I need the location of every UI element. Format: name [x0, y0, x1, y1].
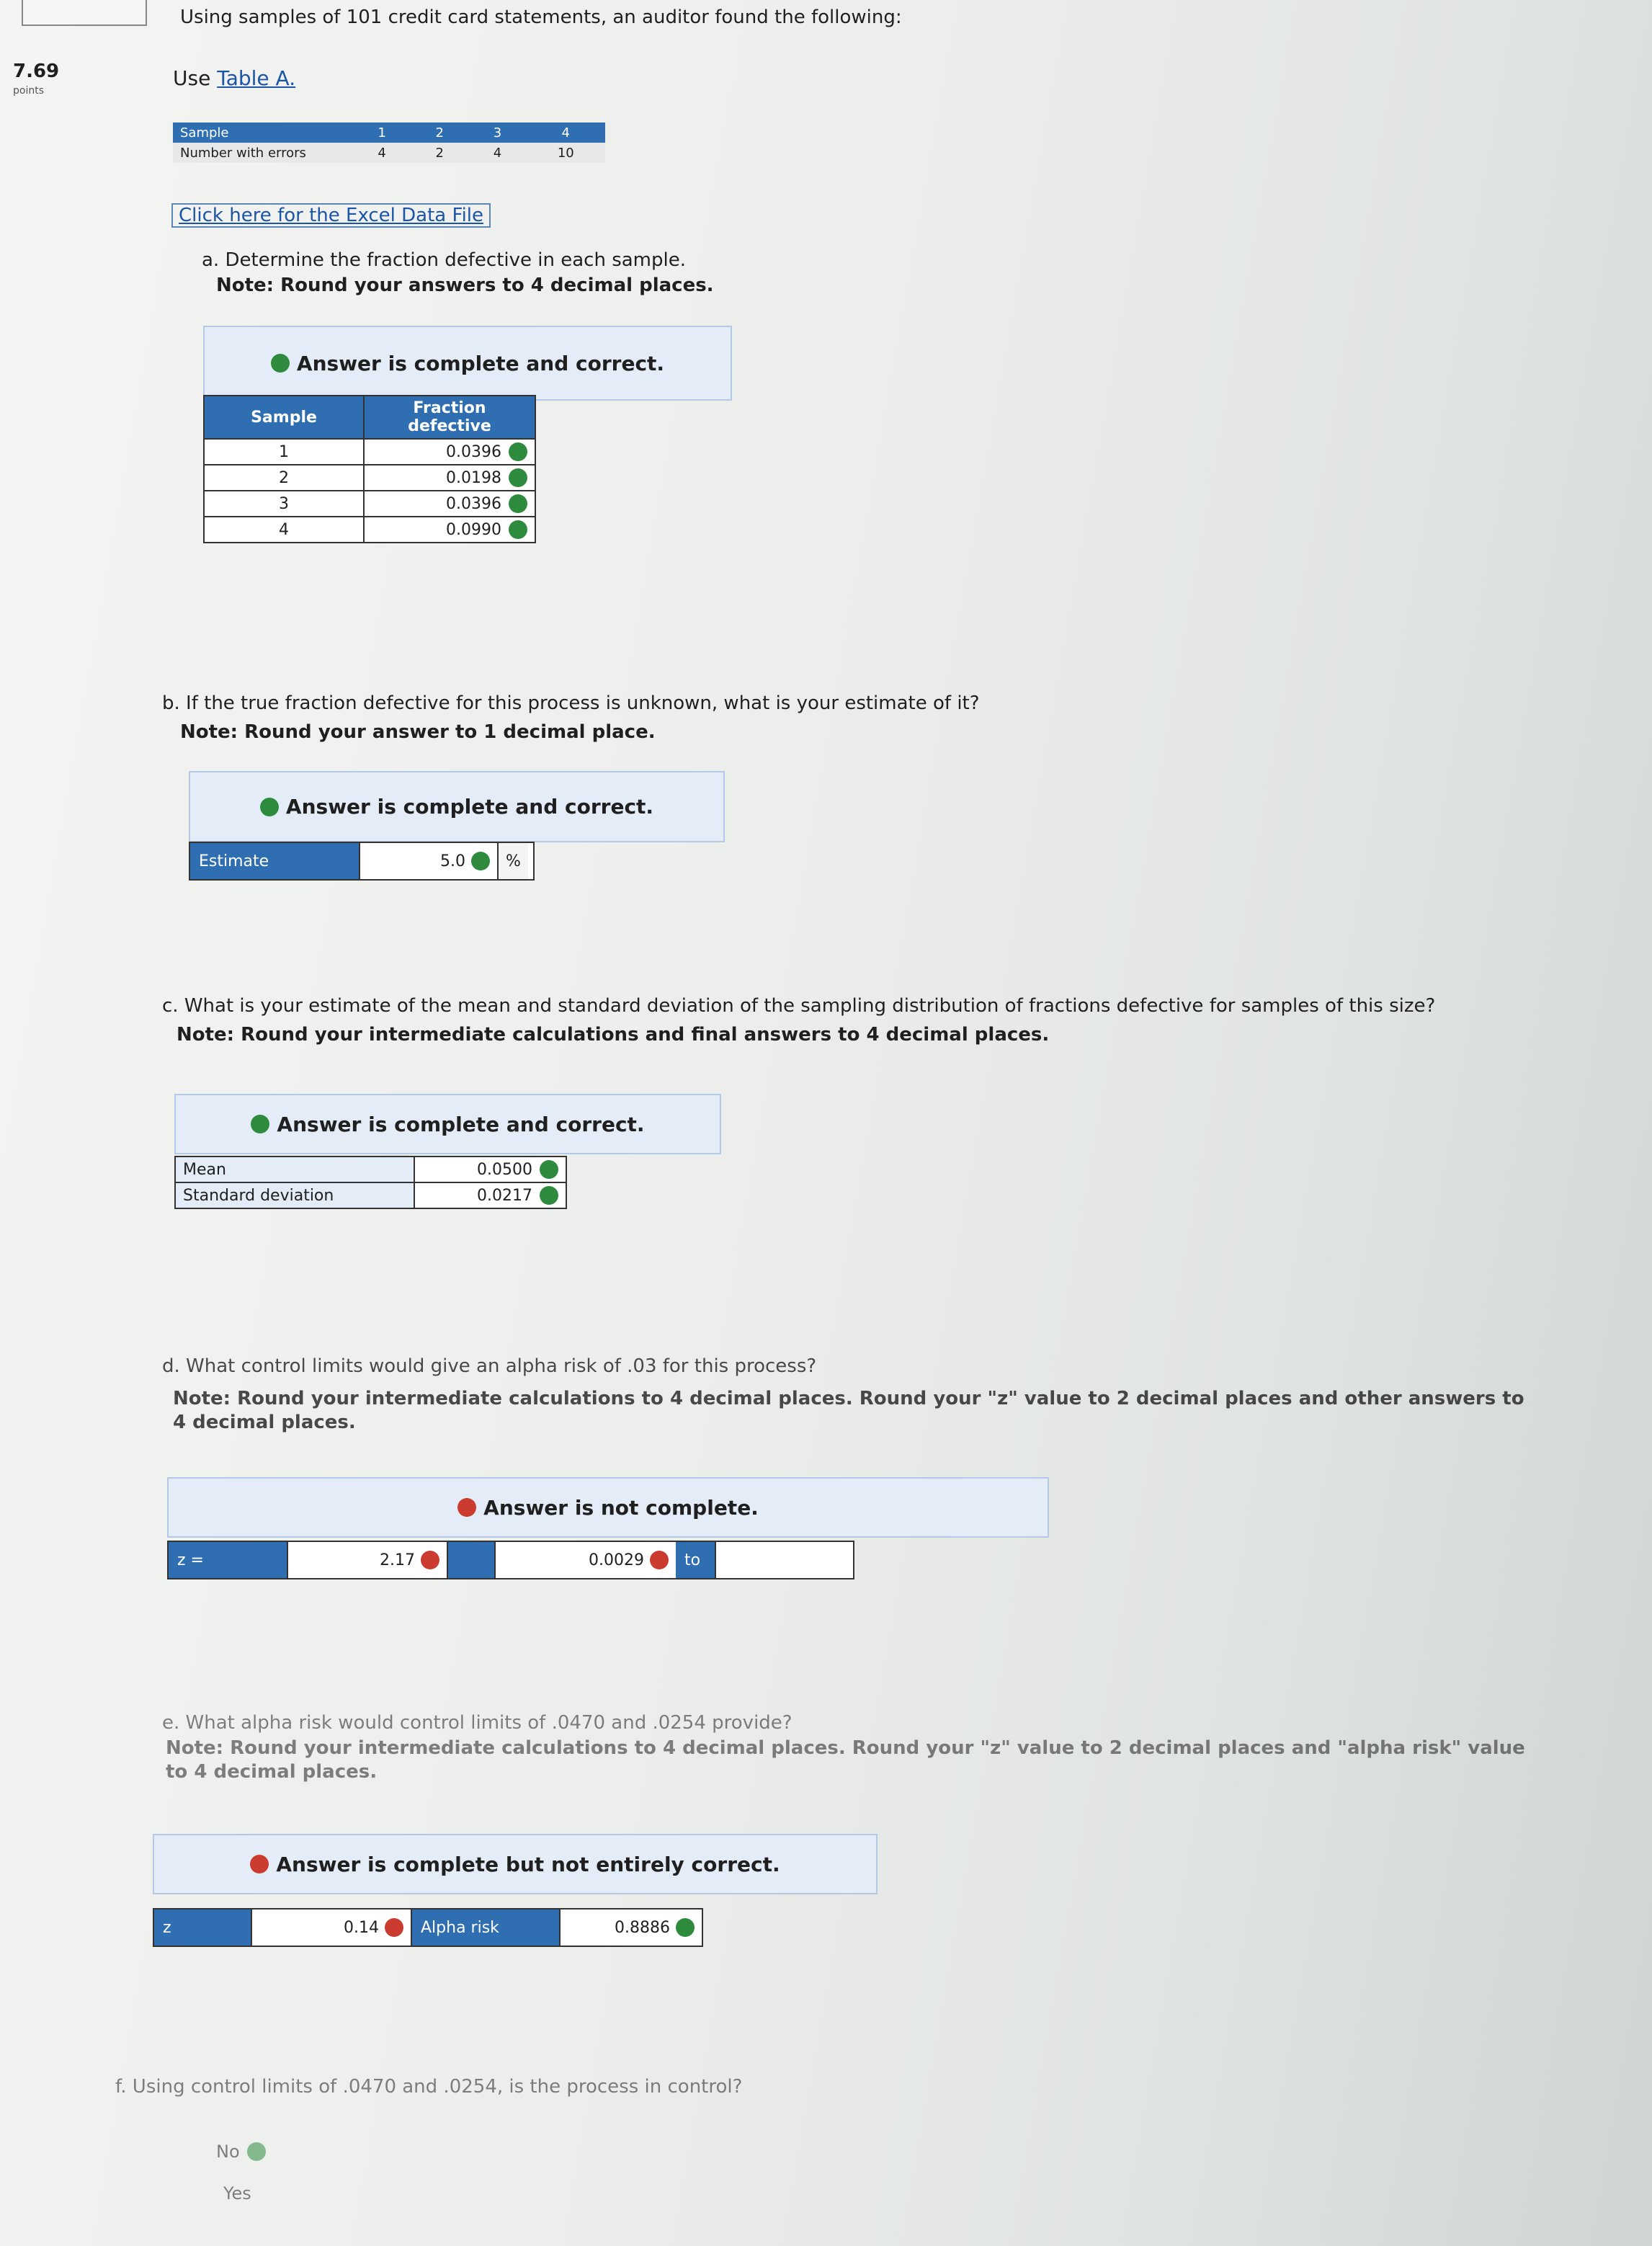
part-f-question: f. Using control limits of .0470 and .0254, is the process in control?: [115, 2076, 743, 2098]
table-row: [204, 465, 535, 491]
data-table-errors: 10: [527, 143, 605, 163]
part-d-status: Answer is not complete.: [483, 1495, 759, 1520]
part-c-note: Note: Round your intermediate calculations and final answers to 4 decimal places.: [177, 1024, 1050, 1046]
table-row: [175, 1182, 566, 1208]
data-table-errors-label: Number with errors: [173, 143, 353, 163]
part-e-note: Note: Round your intermediate calculations to 4 decimal places. Round your "z" value to 2 decimal places and "alpha risk" value to 4 decimal places.: [166, 1737, 1525, 1783]
table-a-link[interactable]: Table A.: [217, 66, 296, 90]
part-a-note: Note: Round your answers to 4 decimal places.: [216, 275, 714, 296]
estimate-label: Estimate: [190, 843, 359, 879]
sample-cell: 2: [204, 465, 364, 491]
data-table-sample: 4: [527, 122, 605, 143]
x-icon: [650, 1551, 669, 1569]
part-b-note: Note: Round your answer to 1 decimal place.: [180, 721, 656, 743]
part-a-table: [203, 395, 536, 543]
part-b-answer-row: [189, 842, 535, 881]
fraction-value: 0.0396: [446, 442, 501, 461]
fraction-value: 0.0198: [446, 468, 501, 487]
data-table-sample: 2: [411, 122, 468, 143]
table-row: [204, 491, 535, 517]
to-label: to: [676, 1542, 715, 1578]
lcl-input[interactable]: [494, 1542, 676, 1578]
z-label: z =: [169, 1542, 287, 1578]
fraction-input[interactable]: [364, 517, 535, 543]
sample-cell: 3: [204, 491, 364, 517]
z-input[interactable]: [287, 1542, 447, 1578]
check-icon: [509, 468, 527, 487]
data-table-sample: 3: [468, 122, 526, 143]
part-b-question: b. If the true fraction defective for this process is unknown, what is your estimate of it?: [162, 692, 980, 714]
part-d-note: Note: Round your intermediate calculations to 4 decimal places. Round your "z" value to 2 decimal places and other answers to 4 decimal places.: [173, 1388, 1524, 1433]
sample-cell: 4: [204, 517, 364, 543]
excel-data-link[interactable]: Click here for the Excel Data File: [171, 203, 491, 228]
check-icon: [271, 354, 290, 373]
fraction-value: 0.0990: [446, 520, 501, 539]
table-row: [204, 439, 535, 465]
part-c-question: c. What is your estimate of the mean and standard deviation of the sampling distribution of fractions defective for samples of this size?: [162, 995, 1436, 1017]
fraction-value: 0.0396: [446, 494, 501, 513]
part-c-table: [174, 1156, 567, 1209]
check-icon: [247, 2142, 266, 2161]
estimate-input[interactable]: [359, 843, 497, 879]
lcl-value: 0.0029: [589, 1551, 644, 1569]
x-icon: [385, 1918, 403, 1937]
z-value: 2.17: [380, 1551, 415, 1569]
table-row: [204, 517, 535, 543]
check-icon: [509, 494, 527, 513]
points-label: points: [13, 85, 44, 97]
mean-label: Mean: [175, 1157, 414, 1182]
sample-cell: 1: [204, 439, 364, 465]
part-e-question: e. What alpha risk would control limits of .0470 and .0254 provide?: [162, 1712, 792, 1734]
answer-no-label: No: [216, 2142, 240, 2162]
col-fraction-defective: Fraction defective: [364, 396, 535, 439]
check-icon: [260, 798, 279, 816]
part-a-question: a. Determine the fraction defective in each sample.: [202, 249, 687, 271]
top-panel: [22, 0, 147, 26]
answer-option-no[interactable]: [216, 2142, 266, 2162]
part-c-status-banner: [174, 1094, 721, 1154]
part-d-question: d. What control limits would give an alpha risk of .03 for this process?: [162, 1355, 817, 1377]
fraction-input[interactable]: [364, 491, 535, 517]
alpha-risk-input[interactable]: [559, 1909, 702, 1946]
check-icon: [509, 442, 527, 461]
data-table-errors: 4: [468, 143, 526, 163]
data-table-sample: 1: [353, 122, 411, 143]
problem-intro: Using samples of 101 credit card statements, an auditor found the following:: [180, 6, 902, 28]
use-table-prefix: Use: [173, 66, 218, 90]
z-sep-label: [447, 1542, 494, 1578]
x-icon: [457, 1498, 476, 1517]
check-icon: [471, 852, 490, 870]
data-table-errors: 4: [353, 143, 411, 163]
check-icon: [676, 1918, 695, 1937]
ucl-input[interactable]: [715, 1542, 853, 1578]
part-d-answer-row: [167, 1541, 854, 1579]
sd-label: Standard deviation: [175, 1182, 414, 1208]
check-icon: [540, 1160, 558, 1179]
part-e-status: Answer is complete but not entirely correct.: [276, 1852, 780, 1876]
fraction-input[interactable]: [364, 439, 535, 465]
part-a-status: Answer is complete and correct.: [296, 351, 665, 375]
e-z-label: z: [154, 1909, 251, 1946]
use-table-text: [173, 66, 295, 90]
fraction-input[interactable]: [364, 465, 535, 491]
percent-unit: %: [497, 843, 528, 879]
points-value: 7.69: [13, 61, 60, 82]
e-z-value: 0.14: [344, 1918, 379, 1937]
e-z-input[interactable]: [251, 1909, 411, 1946]
col-sample: Sample: [204, 396, 364, 439]
part-a-status-banner: [203, 326, 732, 401]
table-row: [175, 1157, 566, 1182]
alpha-risk-value: 0.8886: [615, 1918, 670, 1937]
data-table-errors: 2: [411, 143, 468, 163]
sd-value: 0.0217: [477, 1186, 532, 1205]
sd-input[interactable]: [414, 1182, 566, 1208]
check-icon: [509, 520, 527, 539]
answer-option-yes[interactable]: Yes: [223, 2183, 251, 2203]
x-icon: [421, 1551, 439, 1569]
part-b-status: Answer is complete and correct.: [285, 795, 654, 819]
part-e-answer-row: [153, 1908, 703, 1947]
check-icon: [251, 1115, 269, 1133]
alpha-risk-label: Alpha risk: [411, 1909, 559, 1946]
data-table: [173, 122, 605, 163]
part-e-status-banner: [153, 1834, 878, 1894]
data-table-sample-label: Sample: [173, 122, 353, 143]
part-b-status-banner: [189, 771, 725, 842]
part-d-status-banner: [167, 1477, 1049, 1538]
part-c-status: Answer is complete and correct.: [277, 1112, 645, 1136]
estimate-value: 5.0: [440, 852, 465, 870]
check-icon: [540, 1186, 558, 1205]
x-icon: [250, 1855, 269, 1873]
mean-value: 0.0500: [477, 1160, 532, 1179]
mean-input[interactable]: [414, 1157, 566, 1182]
